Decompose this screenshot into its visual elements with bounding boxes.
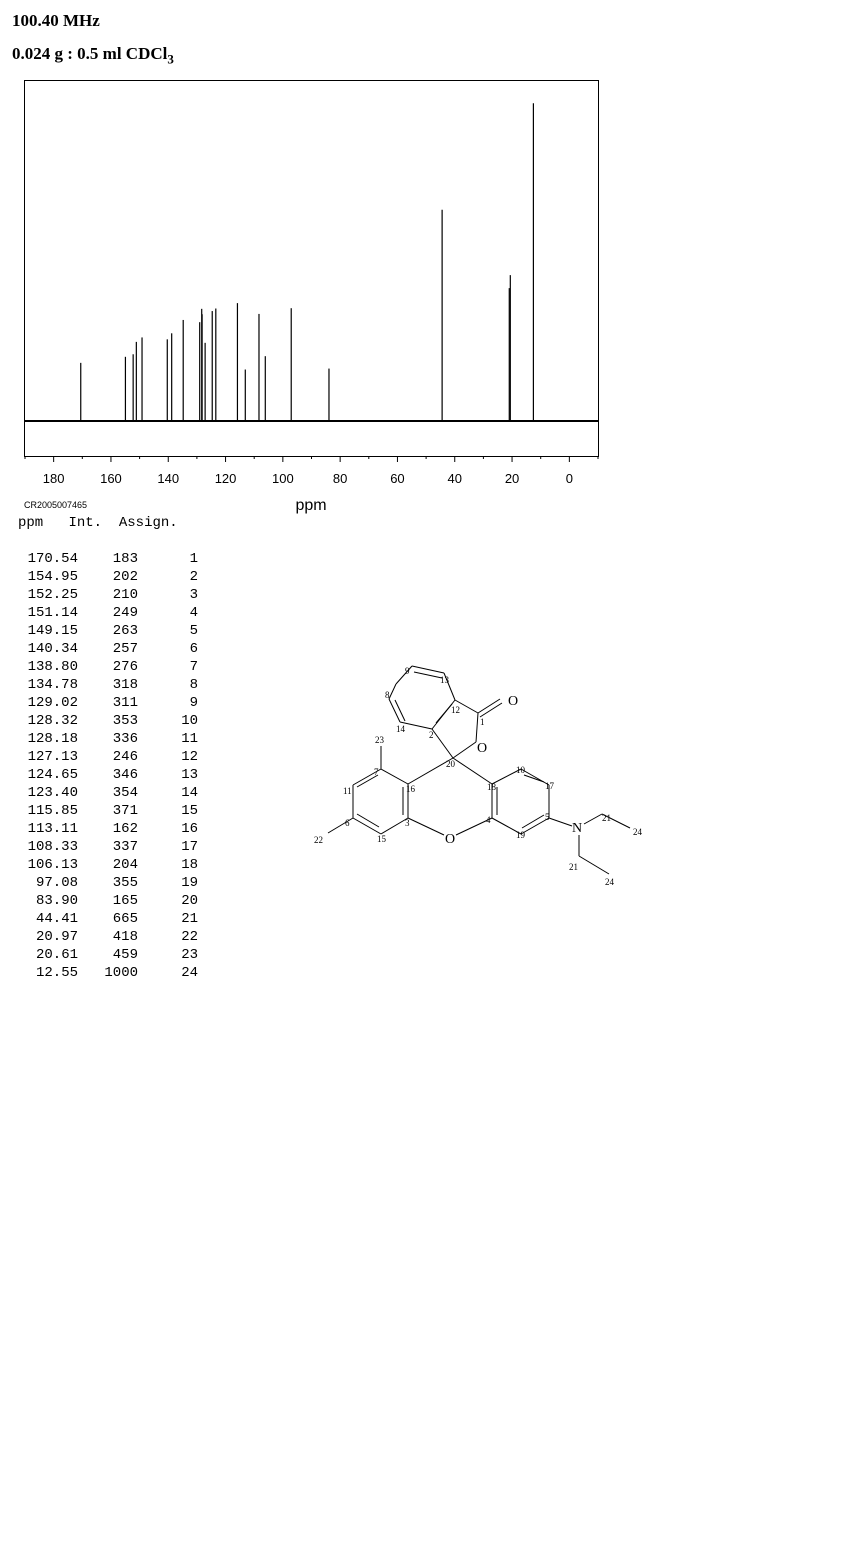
cell-int: 202 bbox=[112, 569, 138, 585]
cell-ppm: 152.25 bbox=[27, 587, 78, 603]
cell-ppm: 170.54 bbox=[27, 551, 78, 567]
header-assign: Assign. bbox=[118, 515, 178, 531]
cell-ppm: 115.85 bbox=[27, 803, 78, 819]
cell-int: 276 bbox=[112, 659, 138, 675]
structure-labels bbox=[445, 694, 582, 847]
cell-ppm: 127.13 bbox=[27, 749, 78, 765]
atom-label-ring-o: O bbox=[477, 741, 488, 756]
cell-int: 249 bbox=[112, 605, 138, 621]
header-int: Int. bbox=[68, 515, 103, 531]
cell-assign: 19 bbox=[181, 875, 198, 891]
tick-label: 60 bbox=[390, 471, 405, 486]
tick-label: 100 bbox=[271, 471, 294, 486]
cell-ppm: 129.02 bbox=[27, 695, 78, 711]
num-17: 17 bbox=[545, 781, 554, 791]
cell-ppm: 113.11 bbox=[27, 821, 78, 837]
cell-int: 257 bbox=[112, 641, 138, 657]
num-9: 9 bbox=[405, 666, 410, 676]
cell-assign: 24 bbox=[181, 965, 198, 981]
sample-subscript: 3 bbox=[167, 51, 174, 67]
cell-int: 162 bbox=[112, 821, 138, 837]
cell-int: 418 bbox=[112, 929, 138, 945]
num-2: 2 bbox=[429, 730, 434, 740]
cell-int: 337 bbox=[112, 839, 138, 855]
cell-int: 165 bbox=[112, 893, 138, 909]
cell-assign: 13 bbox=[181, 767, 198, 783]
cell-ppm: 108.33 bbox=[27, 839, 78, 855]
cell-ppm: 20.97 bbox=[35, 929, 78, 945]
num-4: 4 bbox=[486, 815, 491, 825]
cell-assign: 23 bbox=[181, 947, 198, 963]
cell-assign: 3 bbox=[189, 587, 198, 603]
tick-label: 20 bbox=[504, 471, 520, 486]
tick-label: 0 bbox=[565, 471, 573, 486]
cell-ppm: 138.80 bbox=[27, 659, 78, 675]
cell-ppm: 128.18 bbox=[27, 731, 78, 747]
num-24-lower: 24 bbox=[605, 877, 614, 887]
cell-ppm: 124.65 bbox=[27, 767, 78, 783]
num-16: 16 bbox=[406, 784, 415, 794]
cell-assign: 9 bbox=[189, 695, 198, 711]
cell-assign: 8 bbox=[189, 677, 198, 693]
cell-assign: 22 bbox=[181, 929, 198, 945]
num-14: 14 bbox=[396, 724, 405, 734]
structure-numbers bbox=[314, 666, 643, 887]
cell-int: 210 bbox=[112, 587, 138, 603]
tick-label: 160 bbox=[100, 471, 122, 486]
x-axis-label: ppm bbox=[295, 497, 327, 514]
cell-int: 263 bbox=[112, 623, 138, 639]
num-20: 20 bbox=[446, 759, 455, 769]
cell-ppm: 20.61 bbox=[35, 947, 78, 963]
num-18: 18 bbox=[487, 782, 496, 792]
num-15: 15 bbox=[377, 834, 386, 844]
num-21-lower: 21 bbox=[569, 862, 578, 872]
cell-assign: 7 bbox=[189, 659, 198, 675]
num-7: 7 bbox=[374, 767, 379, 777]
num-24-upper: 24 bbox=[633, 827, 642, 837]
spectrometer-frequency: 100.40 MHz bbox=[12, 11, 100, 30]
cell-ppm: 123.40 bbox=[27, 785, 78, 801]
cell-int: 1000 bbox=[104, 965, 138, 981]
cell-int: 246 bbox=[112, 749, 138, 765]
num-10: 10 bbox=[516, 765, 525, 775]
tick-label: 140 bbox=[157, 471, 180, 486]
cell-ppm: 149.15 bbox=[27, 623, 78, 639]
cell-assign: 6 bbox=[189, 641, 198, 657]
cell-int: 183 bbox=[112, 551, 138, 567]
cell-assign: 11 bbox=[181, 731, 198, 747]
cell-assign: 4 bbox=[189, 605, 198, 621]
cell-ppm: 12.55 bbox=[35, 965, 78, 981]
num-12: 12 bbox=[451, 705, 460, 715]
cell-assign: 16 bbox=[181, 821, 198, 837]
cell-int: 204 bbox=[112, 857, 138, 873]
cell-assign: 15 bbox=[181, 803, 198, 819]
cell-ppm: 106.13 bbox=[27, 857, 78, 873]
cell-ppm: 128.32 bbox=[27, 713, 78, 729]
cell-int: 311 bbox=[112, 695, 138, 711]
atom-label-ether-o: O bbox=[445, 832, 456, 847]
cell-int: 665 bbox=[112, 911, 138, 927]
sample-text: 0.024 g : 0.5 ml CDCl bbox=[12, 44, 168, 63]
cell-ppm: 151.14 bbox=[27, 605, 78, 621]
num-22: 22 bbox=[314, 835, 323, 845]
cell-int: 355 bbox=[112, 875, 138, 891]
cell-assign: 1 bbox=[189, 551, 198, 567]
cell-ppm: 140.34 bbox=[27, 641, 78, 657]
cell-assign: 5 bbox=[189, 623, 198, 639]
tick-label: 120 bbox=[214, 471, 237, 486]
num-23: 23 bbox=[375, 735, 384, 745]
cell-ppm: 83.90 bbox=[35, 893, 78, 909]
num-5: 5 bbox=[545, 812, 550, 822]
cell-int: 371 bbox=[112, 803, 138, 819]
tick-label: 180 bbox=[42, 471, 65, 486]
cell-int: 318 bbox=[112, 677, 138, 693]
cell-assign: 2 bbox=[189, 569, 198, 585]
num-11: 11 bbox=[343, 786, 352, 796]
cell-assign: 18 bbox=[181, 857, 198, 873]
cell-assign: 12 bbox=[181, 749, 198, 765]
tick-label: 80 bbox=[332, 471, 348, 486]
cell-int: 336 bbox=[112, 731, 138, 747]
cell-int: 346 bbox=[112, 767, 138, 783]
cell-ppm: 134.78 bbox=[27, 677, 78, 693]
cell-assign: 10 bbox=[181, 713, 198, 729]
cell-assign: 20 bbox=[181, 893, 198, 909]
num-3: 3 bbox=[405, 818, 410, 828]
header-ppm: ppm bbox=[18, 515, 44, 531]
num-1: 1 bbox=[480, 717, 485, 727]
num-21-upper: 21 bbox=[602, 813, 611, 823]
atom-label-carbonyl-o: O bbox=[508, 694, 519, 709]
tick-label: 40 bbox=[447, 471, 462, 486]
cell-assign: 17 bbox=[181, 839, 198, 855]
cell-assign: 21 bbox=[181, 911, 198, 927]
atom-label-n: N bbox=[572, 821, 583, 836]
cell-ppm: 97.08 bbox=[35, 875, 78, 891]
cell-int: 459 bbox=[112, 947, 138, 963]
num-6: 6 bbox=[345, 818, 350, 828]
cell-ppm: 44.41 bbox=[35, 911, 78, 927]
cell-int: 353 bbox=[112, 713, 138, 729]
cell-assign: 14 bbox=[181, 785, 198, 801]
num-19: 19 bbox=[516, 830, 525, 840]
spectrum-id: CR2005007465 bbox=[24, 500, 88, 510]
cell-int: 354 bbox=[112, 785, 138, 801]
cell-ppm: 154.95 bbox=[27, 569, 78, 585]
num-13: 13 bbox=[440, 675, 449, 685]
num-8: 8 bbox=[385, 690, 390, 700]
